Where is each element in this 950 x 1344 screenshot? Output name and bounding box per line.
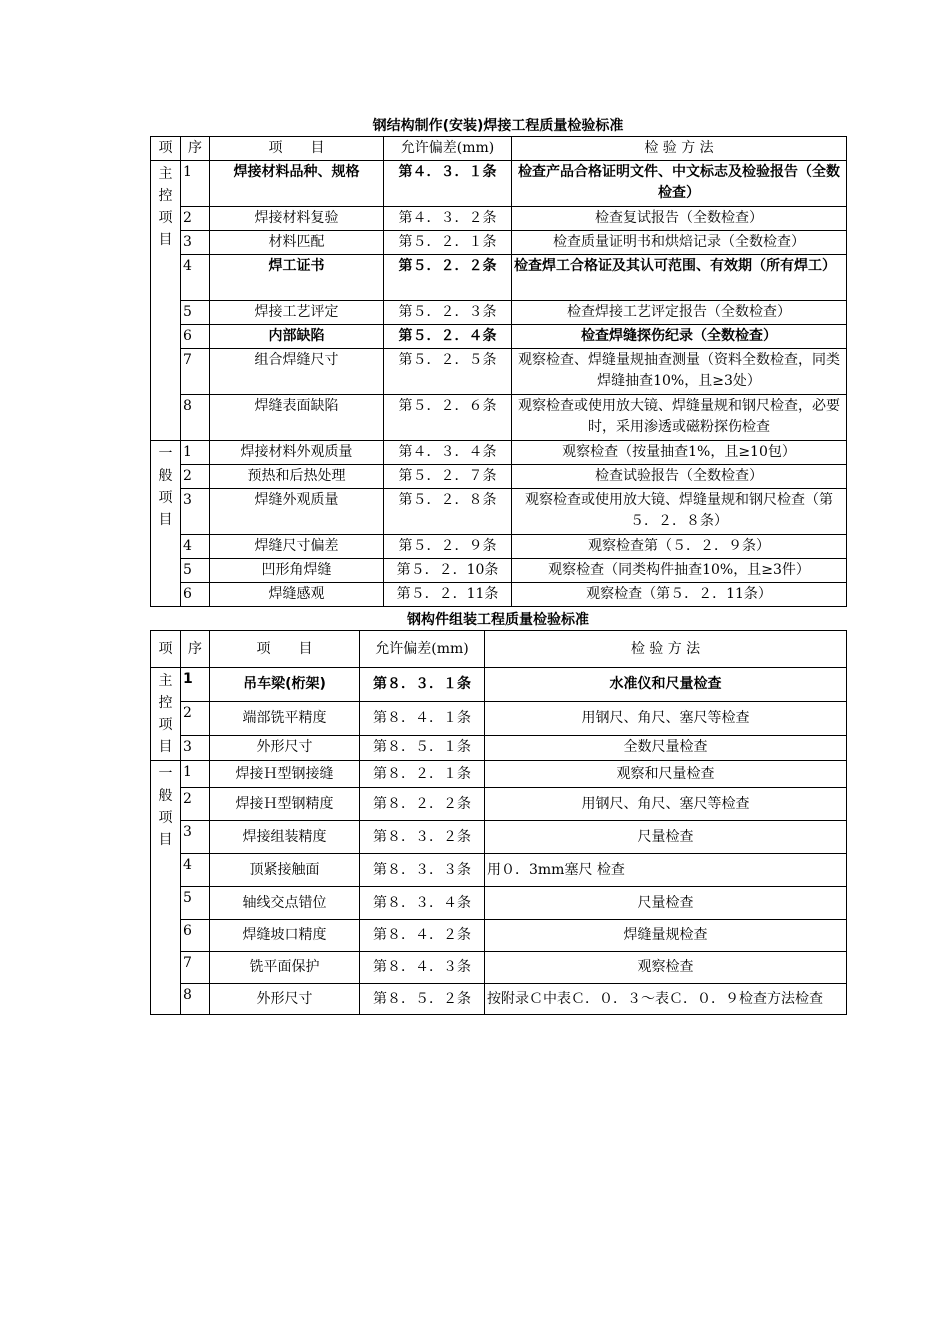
- header-category: 项: [151, 137, 181, 161]
- seq-cell: 3: [181, 735, 210, 760]
- table-row: [151, 854, 847, 887]
- seq-cell: 5: [181, 301, 210, 325]
- method-cell: 焊缝量规检查: [485, 920, 847, 952]
- table-row: [151, 535, 847, 559]
- item-cell: 焊接Ｈ型钢接缝: [210, 761, 360, 788]
- tolerance-cell: 第５．２．３条: [384, 301, 512, 325]
- seq-cell: 7: [181, 952, 210, 984]
- table-row: [151, 301, 847, 325]
- seq-cell: 3: [181, 489, 210, 535]
- method-cell: 检查试验报告（全数检查）: [512, 465, 847, 489]
- seq-cell: 5: [181, 887, 210, 920]
- item-cell: 凹形角焊缝: [210, 559, 384, 583]
- header-tolerance: 允许偏差(mm): [384, 137, 512, 161]
- header-seq: 序: [181, 137, 210, 161]
- method-cell: 观察检查（按量抽查1%，且≥10包）: [512, 441, 847, 465]
- method-cell: 检查质量证明书和烘焙记录（全数检查）: [512, 231, 847, 255]
- method-cell: 水准仪和尺量检查: [485, 668, 847, 702]
- table-row: [151, 702, 847, 735]
- table-row: [151, 668, 847, 702]
- seq-cell: 3: [181, 231, 210, 255]
- item-cell: 焊接材料外观质量: [210, 441, 384, 465]
- table-row: [151, 559, 847, 583]
- table-row: [151, 788, 847, 821]
- table-row: [151, 489, 847, 535]
- method-cell: 尺量检查: [485, 887, 847, 920]
- item-cell: 焊缝坡口精度: [210, 920, 360, 952]
- main-group-label: 主 控 项 目: [151, 668, 181, 761]
- header-method: 检 验 方 法: [512, 137, 847, 161]
- tolerance-cell: 第８．３．３条: [360, 854, 485, 887]
- item-cell: 焊接材料复验: [210, 207, 384, 231]
- table2-title: 钢构件组装工程质量检验标准: [407, 612, 589, 628]
- seq-cell: 2: [181, 465, 210, 489]
- tolerance-cell: 第５．２．２条: [384, 255, 512, 301]
- method-cell: 用钢尺、角尺、塞尺等检查: [485, 788, 847, 821]
- table2-header-row: [151, 631, 847, 668]
- item-cell: 焊缝表面缺陷: [210, 395, 384, 441]
- tolerance-cell: 第８．２．１条: [360, 761, 485, 788]
- method-cell: 检查产品合格证明文件、中文标志及检验报告（全数检查）: [512, 161, 847, 207]
- item-cell: 焊缝尺寸偏差: [210, 535, 384, 559]
- item-cell: 焊工证书: [210, 255, 384, 301]
- method-cell: 观察检查（同类构件抽查10%，且≥3件）: [512, 559, 847, 583]
- tolerance-cell: 第８．３．４条: [360, 887, 485, 920]
- tolerance-cell: 第８．４．１条: [360, 702, 485, 735]
- seq-cell: 1: [181, 441, 210, 465]
- seq-cell: 8: [181, 395, 210, 441]
- method-cell: 检查复试报告（全数检查）: [512, 207, 847, 231]
- item-cell: 端部铣平精度: [210, 702, 360, 735]
- tolerance-cell: 第８．３．２条: [360, 821, 485, 854]
- item-cell: 外形尺寸: [210, 735, 360, 760]
- table-row: [151, 761, 847, 788]
- seq-cell: 7: [181, 349, 210, 395]
- tolerance-cell: 第４．３．４条: [384, 441, 512, 465]
- header-item: 项 目: [210, 137, 384, 161]
- tolerance-cell: 第５．２．10条: [384, 559, 512, 583]
- table-row: [151, 583, 847, 607]
- method-cell: 用０．3mm塞尺 检查: [485, 854, 847, 887]
- table-row: [151, 207, 847, 231]
- method-cell: 观察检查或使用放大镜、焊缝量规和钢尺检查，必要时，采用渗透或磁粉探伤检查: [512, 395, 847, 441]
- seq-cell: 4: [181, 255, 210, 301]
- item-cell: 铣平面保护: [210, 952, 360, 984]
- tolerance-cell: 第５．２．７条: [384, 465, 512, 489]
- table-row: [151, 255, 847, 301]
- item-cell: 焊接材料品种、规格: [210, 161, 384, 207]
- item-cell: 内部缺陷: [210, 325, 384, 349]
- item-cell: 吊车梁(桁架): [210, 668, 360, 702]
- seq-cell: 4: [181, 854, 210, 887]
- tolerance-cell: 第８．２．２条: [360, 788, 485, 821]
- header-category: 项: [151, 631, 181, 668]
- item-cell: 焊缝外观质量: [210, 489, 384, 535]
- item-cell: 焊接Ｈ型钢精度: [210, 788, 360, 821]
- assembly-quality-table: [150, 630, 847, 1015]
- table-row: [151, 395, 847, 441]
- seq-cell: 3: [181, 821, 210, 854]
- seq-cell: 1: [181, 668, 210, 702]
- seq-cell: 2: [181, 702, 210, 735]
- method-cell: 观察检查第（５．２．９条）: [512, 535, 847, 559]
- tolerance-cell: 第５．２．６条: [384, 395, 512, 441]
- item-cell: 材料匹配: [210, 231, 384, 255]
- table-row: [151, 984, 847, 1015]
- item-cell: 轴线交点错位: [210, 887, 360, 920]
- main-group-label: 主 控 项 目: [151, 161, 181, 441]
- tolerance-cell: 第５．２．11条: [384, 583, 512, 607]
- method-cell: 检查焊工合格证及其认可范围、有效期（所有焊工）: [512, 255, 847, 301]
- table1-title: 钢结构制作(安装)焊接工程质量检验标准: [372, 118, 624, 134]
- table-row: [151, 441, 847, 465]
- table-row: [151, 735, 847, 760]
- method-cell: 全数尺量检查: [485, 735, 847, 760]
- tolerance-cell: 第８．３．１条: [360, 668, 485, 702]
- item-cell: 焊接组装精度: [210, 821, 360, 854]
- table-row: [151, 349, 847, 395]
- header-tolerance: 允许偏差(mm): [360, 631, 485, 668]
- method-cell: 检查焊缝探伤纪录（全数检查）: [512, 325, 847, 349]
- table-row: [151, 952, 847, 984]
- item-cell: 焊接工艺评定: [210, 301, 384, 325]
- item-cell: 焊缝感观: [210, 583, 384, 607]
- item-cell: 预热和后热处理: [210, 465, 384, 489]
- table-row: [151, 161, 847, 207]
- seq-cell: 2: [181, 788, 210, 821]
- tolerance-cell: 第５．２．８条: [384, 489, 512, 535]
- table-row: [151, 465, 847, 489]
- table-row: [151, 920, 847, 952]
- method-cell: 用钢尺、角尺、塞尺等检查: [485, 702, 847, 735]
- tolerance-cell: 第５．２．５条: [384, 349, 512, 395]
- method-cell: 观察检查或使用放大镜、焊缝量规和钢尺检查（第５．２．８条）: [512, 489, 847, 535]
- general-group-label: 一 般 项 目: [151, 441, 181, 607]
- seq-cell: 4: [181, 535, 210, 559]
- seq-cell: 8: [181, 984, 210, 1015]
- table1-header-row: [151, 137, 847, 161]
- welding-quality-table: [150, 136, 847, 607]
- header-item: 项 目: [210, 631, 360, 668]
- method-cell: 尺量检查: [485, 821, 847, 854]
- tolerance-cell: 第８．５．２条: [360, 984, 485, 1015]
- tolerance-cell: 第５．２．９条: [384, 535, 512, 559]
- tolerance-cell: 第５．２．１条: [384, 231, 512, 255]
- seq-cell: 2: [181, 207, 210, 231]
- table-row: [151, 231, 847, 255]
- method-cell: 观察检查: [485, 952, 847, 984]
- seq-cell: 6: [181, 920, 210, 952]
- general-group-label: 一 般 项 目: [151, 761, 181, 1015]
- tolerance-cell: 第５．２．４条: [384, 325, 512, 349]
- item-cell: 外形尺寸: [210, 984, 360, 1015]
- table-row: [151, 821, 847, 854]
- tolerance-cell: 第４．３．１条: [384, 161, 512, 207]
- header-method: 检 验 方 法: [485, 631, 847, 668]
- item-cell: 组合焊缝尺寸: [210, 349, 384, 395]
- table-row: [151, 325, 847, 349]
- method-cell: 观察检查（第５．２．11条）: [512, 583, 847, 607]
- header-seq: 序: [181, 631, 210, 668]
- tolerance-cell: 第８．５．１条: [360, 735, 485, 760]
- table-row: [151, 887, 847, 920]
- seq-cell: 5: [181, 559, 210, 583]
- method-cell: 按附录Ｃ中表Ｃ．０．３～表Ｃ．０．９检查方法检查: [485, 984, 847, 1015]
- tolerance-cell: 第８．４．２条: [360, 920, 485, 952]
- tolerance-cell: 第４．３．２条: [384, 207, 512, 231]
- seq-cell: 1: [181, 161, 210, 207]
- seq-cell: 6: [181, 583, 210, 607]
- tolerance-cell: 第８．４．３条: [360, 952, 485, 984]
- item-cell: 顶紧接触面: [210, 854, 360, 887]
- method-cell: 观察和尺量检查: [485, 761, 847, 788]
- method-cell: 观察检查、焊缝量规抽查测量（资料全数检查，同类焊缝抽查10%，且≥3处）: [512, 349, 847, 395]
- method-cell: 检查焊接工艺评定报告（全数检查）: [512, 301, 847, 325]
- seq-cell: 6: [181, 325, 210, 349]
- seq-cell: 1: [181, 761, 210, 788]
